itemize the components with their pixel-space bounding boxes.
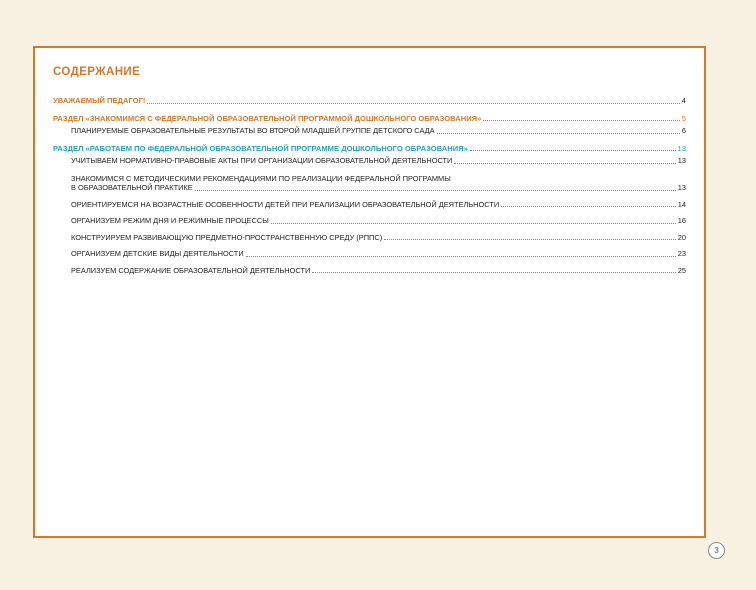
table-of-contents [53,96,686,275]
toc-entry-section-1[interactable] [53,114,686,124]
toc-entry-section-2[interactable] [53,144,686,154]
toc-entry-label: ОРГАНИЗУЕМ ДЕТСКИЕ ВИДЫ ДЕЯТЕЛЬНОСТИ [71,249,244,258]
toc-entry-daily-routine[interactable] [53,216,686,226]
toc-entry-page: 23 [677,249,686,258]
toc-entry-page: 16 [677,216,686,225]
toc-entry-page: 25 [677,265,686,275]
toc-entry-label: КОНСТРУИРУЕМ РАЗВИВАЮЩУЮ ПРЕДМЕТНО-ПРОСТРАНСТВЕННУЮ СРЕДУ (РППС) [71,232,383,242]
toc-entry-dear-teacher[interactable] [53,96,686,106]
toc-leader-dots [246,256,676,257]
toc-entry-page: 13 [677,156,686,165]
toc-leader-dots [147,103,679,104]
toc-entry-label: УВАЖАЕМЫЙ ПЕДАГОГ! [53,96,146,105]
toc-entry-page: 4 [681,96,686,105]
toc-leader-dots [195,190,676,191]
toc-title: СОДЕРЖАНИЕ [53,66,141,78]
toc-entry-rpps[interactable] [53,233,686,243]
toc-entry-label: ОРГАНИЗУЕМ РЕЖИМ ДНЯ И РЕЖИМНЫЕ ПРОЦЕССЫ [71,216,269,225]
toc-leader-dots [384,239,676,240]
toc-entry-label: РАЗДЕЛ «ЗНАКОМИМСЯ С ФЕДЕРАЛЬНОЙ ОБРАЗОВАТЕЛЬНОЙ ПРОГРАММОЙ ДОШКОЛЬНОГО ОБРАЗОВАНИЯ» [53,113,482,123]
toc-leader-dots [271,223,676,224]
toc-entry-legal-acts[interactable] [53,156,686,166]
toc-entry-label: УЧИТЫВАЕМ НОРМАТИВНО-ПРАВОВЫЕ АКТЫ ПРИ ОРГАНИЗАЦИИ ОБРАЗОВАТЕЛЬНОЙ ДЕЯТЕЛЬНОСТИ [71,156,453,165]
toc-entry-label: РАЗДЕЛ «РАБОТАЕМ ПО ФЕДЕРАЛЬНОЙ ОБРАЗОВАТЕЛЬНОЙ ПРОГРАММЕ ДОШКОЛЬНОГО ОБРАЗОВАНИЯ» [53,143,468,153]
toc-entry-page: 20 [677,232,686,242]
toc-entry-age-features[interactable] [53,200,686,210]
toc-entry-page: 5 [681,113,686,123]
toc-leader-dots [454,163,675,164]
toc-entry-planned-results[interactable] [53,126,686,136]
toc-leader-dots [470,150,676,151]
toc-entry-label-line1: ЗНАКОМИМСЯ С МЕТОДИЧЕСКИМИ РЕКОМЕНДАЦИЯМИ ПО РЕАЛИЗАЦИИ ФЕДЕРАЛЬНОЙ ПРОГРАММЫ [71,173,451,183]
toc-leader-dots [501,206,676,207]
toc-leader-dots [437,133,680,134]
toc-entry-label-line2: В ОБРАЗОВАТЕЛЬНОЙ ПРАКТИКЕ [71,183,193,192]
toc-entry-label: ОРИЕНТИРУЕМСЯ НА ВОЗРАСТНЫЕ ОСОБЕННОСТИ ДЕТЕЙ ПРИ РЕАЛИЗАЦИИ ОБРАЗОВАТЕЛЬНОЙ ДЕЯТЕЛЬНОСТИ [71,199,500,209]
toc-entry-child-activities[interactable] [53,249,686,259]
toc-entry-page: 13 [677,143,686,153]
toc-entry-page: 6 [681,126,686,135]
toc-entry-label: РЕАЛИЗУЕМ СОДЕРЖАНИЕ ОБРАЗОВАТЕЛЬНОЙ ДЕЯТЕЛЬНОСТИ [71,265,311,275]
page-number-badge: 3 [708,542,725,559]
toc-entry-page: 14 [677,199,686,209]
toc-leader-dots [312,272,675,273]
content-frame [33,46,706,538]
toc-leader-dots [483,120,679,121]
toc-entry-page: 13 [677,183,686,192]
toc-entry-implementing-content[interactable] [53,266,686,276]
toc-entry-label: ПЛАНИРУЕМЫЕ ОБРАЗОВАТЕЛЬНЫЕ РЕЗУЛЬТАТЫ ВО ВТОРОЙ МЛАДШЕЙ ГРУППЕ ДЕТСКОГО САДА [71,126,435,135]
toc-entry-methodical-recommendations[interactable] [53,174,686,193]
